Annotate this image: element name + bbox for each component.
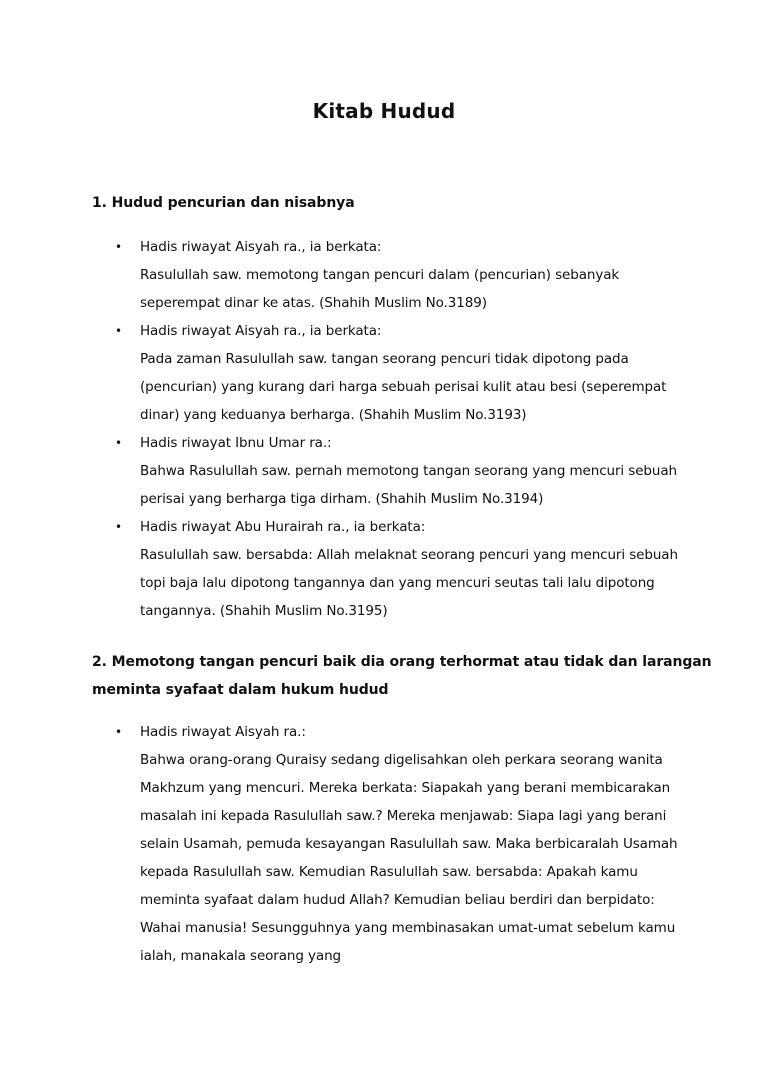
bullet-icon: •	[115, 436, 122, 450]
document-title: Kitab Hudud	[312, 99, 456, 123]
hadith-lead: Hadis riwayat Aisyah ra.:	[140, 724, 306, 740]
hadith-item-1-3	[0, 429, 680, 513]
section-heading-2: 2. Memotong tangan pencuri baik dia orang terhormat atau tidak dan larangan meminta syafaat dalam hukum hudud	[92, 654, 712, 698]
bullet-icon: •	[115, 240, 122, 254]
bullet-icon: •	[115, 725, 122, 739]
hadith-item-2-1	[0, 718, 680, 970]
hadith-text: Rasulullah saw. bersabda: Allah melaknat seorang pencuri yang mencuri sebuah topi baja lalu dipotong tangannya dan yang mencuri seutas tali lalu dipotong tangannya. (Shahih Muslim No.3195)	[140, 547, 678, 619]
hadith-lead: Hadis riwayat Aisyah ra., ia berkata:	[140, 323, 382, 339]
bullet-icon: •	[115, 520, 122, 534]
hadith-item-1-2	[0, 317, 680, 429]
hadith-text: Bahwa orang-orang Quraisy sedang digelisahkan oleh perkara seorang wanita Makhzum yang mencuri. Mereka berkata: Siapakah yang berani membicarakan masalah ini kepada Rasulullah saw.? Mereka menjawab: Siapa lagi yang berani selain Usamah, pemuda kesayangan Rasulullah saw. Maka berbicaralah Usamah kepada Rasulullah saw. Kemudian Rasulullah saw. bersabda: Apakah kamu meminta syafaat dalam hudud Allah? Kemudian beliau berdiri dan berpidato: Wahai manusia! Sesungguhnya yang membinasakan umat-umat sebelum kamu ialah, manakala seorang yang	[140, 752, 678, 964]
hadith-text: Rasulullah saw. memotong tangan pencuri dalam (pencurian) sebanyak seperempat dinar ke atas. (Shahih Muslim No.3189)	[140, 267, 620, 311]
hadith-item-1-1	[0, 233, 680, 317]
bullet-icon: •	[115, 324, 122, 338]
hadith-text: Bahwa Rasulullah saw. pernah memotong tangan seorang yang mencuri sebuah perisai yang berharga tiga dirham. (Shahih Muslim No.3194)	[140, 463, 677, 507]
hadith-lead: Hadis riwayat Ibnu Umar ra.:	[140, 435, 332, 451]
hadith-lead: Hadis riwayat Abu Hurairah ra., ia berkata:	[140, 519, 426, 535]
section-2-hadith-list	[0, 718, 768, 970]
section-heading-1: 1. Hudud pencurian dan nisabnya	[92, 195, 355, 211]
hadith-item-1-4	[0, 513, 680, 625]
hadith-lead: Hadis riwayat Aisyah ra., ia berkata:	[140, 239, 382, 255]
section-1-hadith-list	[0, 233, 768, 625]
hadith-text: Pada zaman Rasulullah saw. tangan seorang pencuri tidak dipotong pada (pencurian) yang kurang dari harga sebuah perisai kulit atau besi (seperempat dinar) yang keduanya berharga. (Shahih Muslim No.3193)	[140, 351, 667, 423]
